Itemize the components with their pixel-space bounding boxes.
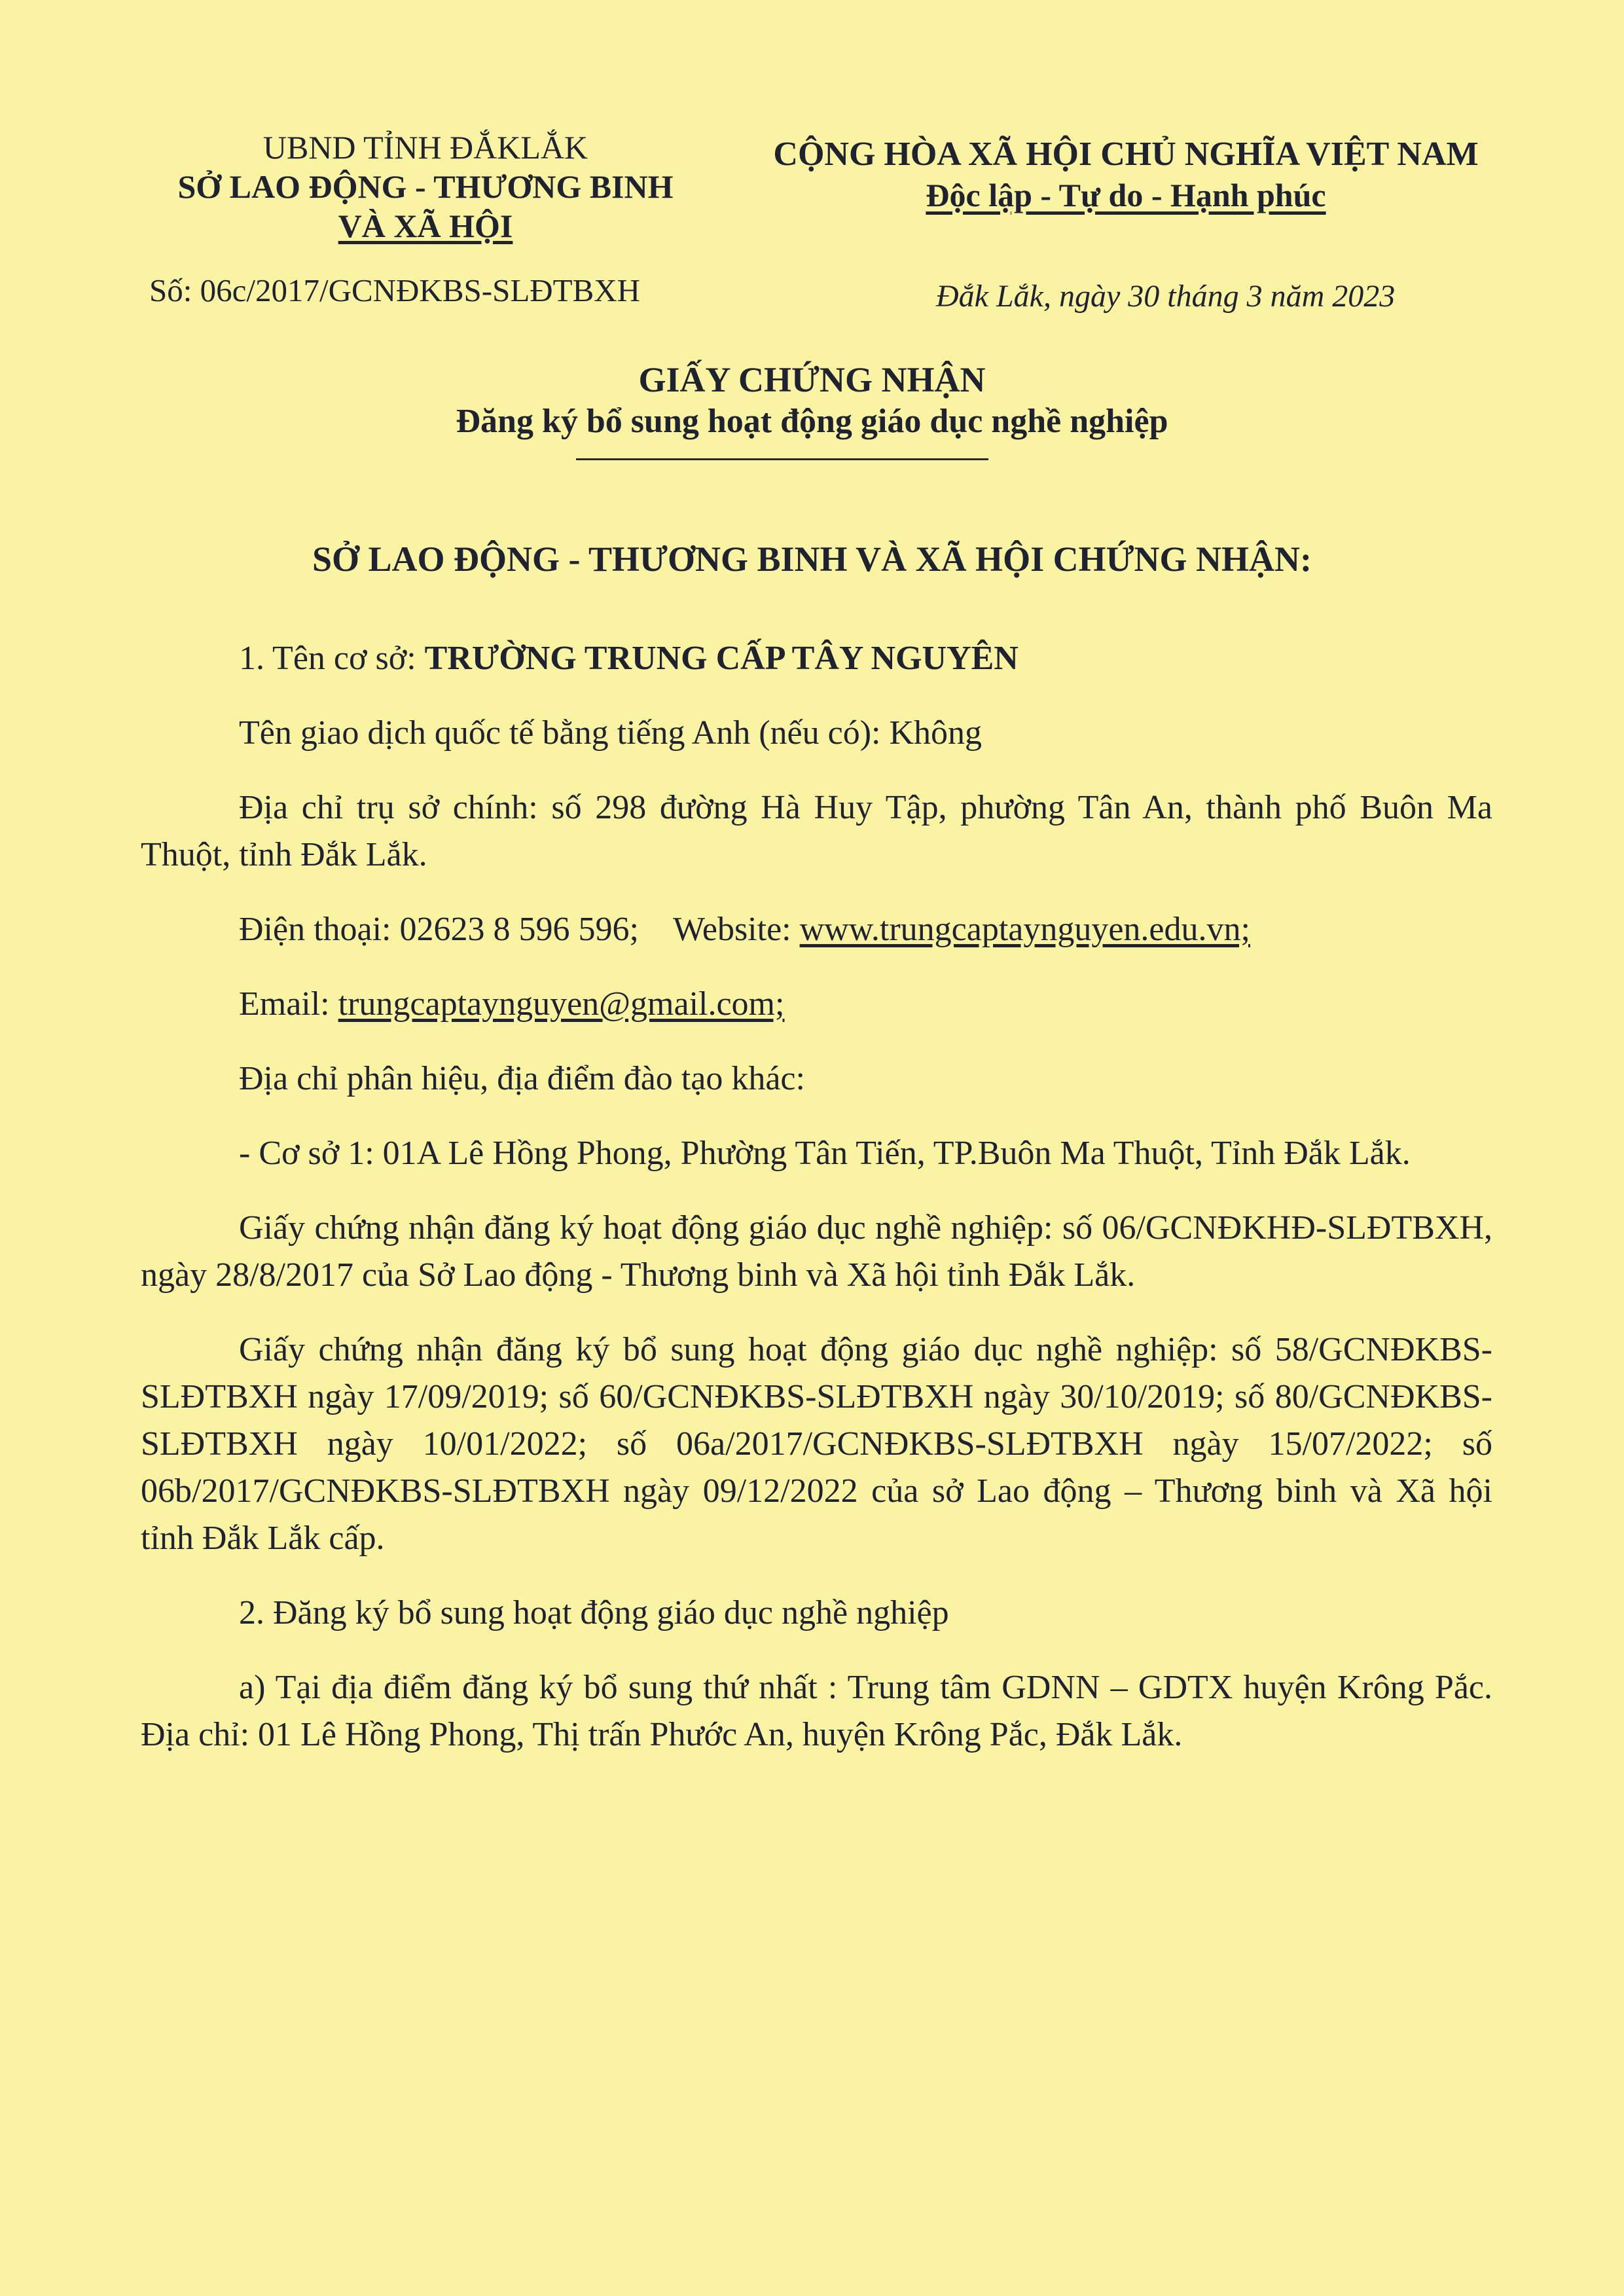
branch-1-address: - Cơ sở 1: 01A Lê Hồng Phong, Phường Tân Tiến, TP.Buôn Ma Thuột, Tỉnh Đắk Lắk. (239, 1135, 1411, 1172)
nation-name: CỘNG HÒA XÃ HỘI CHỦ NGHĨA VIỆT NAM (773, 136, 1479, 173)
certificate-body (141, 635, 1492, 1786)
agency-name: UBND TỈNH ĐẮKLẮK (262, 129, 588, 166)
institution-name-label: 1. Tên cơ sở: (239, 640, 425, 677)
head-office-address: Địa chỉ trụ sở chính: số 298 đường Hà Huy Tập, phường Tân An, thành phố Buôn Ma Thuột, tỉnh Đắk Lắk. (141, 789, 1492, 873)
phone-number: Điện thoại: 02623 8 596 596; (239, 911, 639, 948)
website-link[interactable]: www.trungcaptaynguyen.edu.vn; (799, 911, 1250, 948)
department-name-line1: SỞ LAO ĐỘNG - THƯƠNG BINH (177, 168, 674, 205)
document-title: GIẤY CHỨNG NHẬN (638, 360, 986, 399)
institution-name-line (141, 635, 1492, 682)
contact-line (141, 906, 1492, 953)
email-link[interactable]: trungcaptaynguyen@gmail.com; (338, 985, 785, 1023)
original-registration-certificate: Giấy chứng nhận đăng ký hoạt động giáo dục nghề nghiệp: số 06/GCNĐKHĐ-SLĐTBXH, ngày 28/8/2017 của Sở Lao động - Thương binh và Xã hội tỉnh Đắk Lắk. (141, 1209, 1492, 1294)
national-header (733, 134, 1519, 215)
issue-date: Đắk Lắk, ngày 30 tháng 3 năm 2023 (936, 279, 1396, 314)
location-a: a) Tại địa điểm đăng ký bổ sung thứ nhất : Trung tâm GDNN – GDTX huyện Krông Pắc. Địa chỉ: 01 Lê Hồng Phong, Thị trấn Phước An, huyện Krông Pắc, Đắk Lắk. (141, 1669, 1492, 1753)
supplementary-certificates: Giấy chứng nhận đăng ký bổ sung hoạt động giáo dục nghề nghiệp: số 58/GCNĐKBS-SLĐTBXH ngày 17/09/2019; số 60/GCNĐKBS-SLĐTBXH ngày 30/10/2019; số 80/GCNĐKBS-SLĐTBXH ngày 10/01/2022; số 06a/2017/GCNĐKBS-SLĐTBXH ngày 15/07/2022; số 06b/2017/GCNĐKBS-SLĐTBXH ngày 09/12/2022 của sở Lao động – Thương binh và Xã hội tỉnh Đắk Lắk cấp. (141, 1331, 1492, 1557)
email-line (141, 981, 1492, 1028)
branch-address-label: Địa chỉ phân hiệu, địa điểm đào tạo khác: (239, 1060, 805, 1097)
certification-heading: SỞ LAO ĐỘNG - THƯƠNG BINH VÀ XÃ HỘI CHỨNG NHẬN: (312, 539, 1312, 579)
issuing-agency-header (137, 128, 713, 246)
website-label: Website: (672, 911, 800, 948)
national-motto: Độc lập - Tự do - Hạnh phúc (926, 177, 1326, 213)
section-2-heading: 2. Đăng ký bổ sung hoạt động giáo dục nghề nghiệp (239, 1594, 949, 1631)
title-block (0, 359, 1624, 443)
document-number: Số: 06c/2017/GCNĐKBS-SLĐTBXH (149, 272, 641, 308)
international-name: Tên giao dịch quốc tế bằng tiếng Anh (nếu có): Không (239, 714, 983, 752)
department-name-line2: VÀ XÃ HỘI (338, 208, 513, 244)
email-label: Email: (239, 985, 338, 1023)
institution-name: TRƯỜNG TRUNG CẤP TÂY NGUYÊN (424, 640, 1019, 677)
title-divider (576, 458, 988, 460)
document-subtitle: Đăng ký bổ sung hoạt động giáo dục nghề nghiệp (456, 403, 1168, 440)
